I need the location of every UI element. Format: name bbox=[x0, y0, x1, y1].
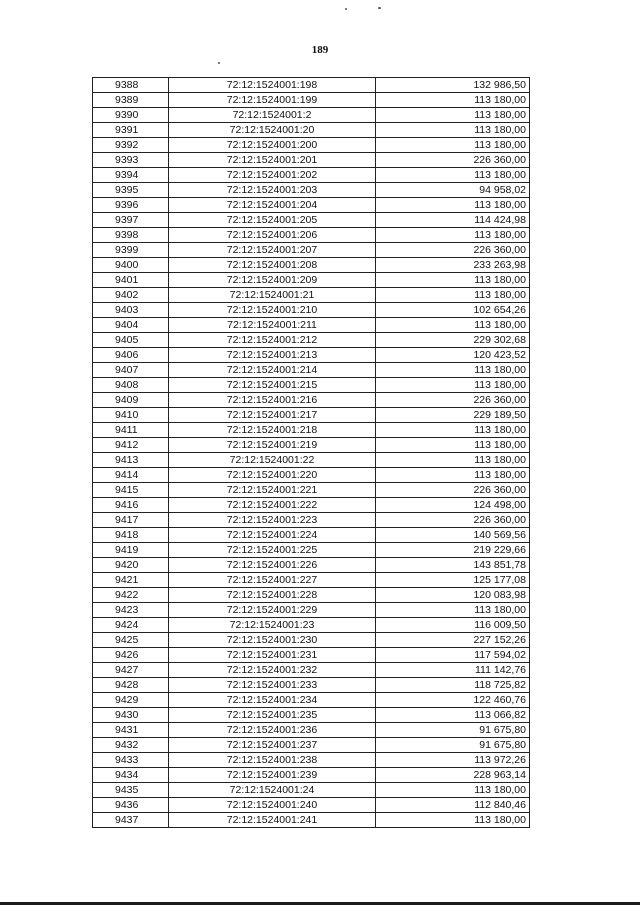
cadastral-value: 113 180,00 bbox=[376, 138, 530, 153]
table-row bbox=[93, 813, 530, 828]
cadastral-value: 113 180,00 bbox=[376, 93, 530, 108]
table-row bbox=[93, 168, 530, 183]
cadastral-value: 143 851,78 bbox=[376, 558, 530, 573]
row-number: 9393 bbox=[93, 153, 169, 168]
row-number: 9415 bbox=[93, 483, 169, 498]
table-row bbox=[93, 318, 530, 333]
table-row bbox=[93, 243, 530, 258]
cadastral-number: 72:12:1524001:228 bbox=[169, 588, 376, 603]
cadastral-number: 72:12:1524001:226 bbox=[169, 558, 376, 573]
row-number: 9431 bbox=[93, 723, 169, 738]
row-number: 9436 bbox=[93, 798, 169, 813]
cadastral-number: 72:12:1524001:238 bbox=[169, 753, 376, 768]
cadastral-number: 72:12:1524001:202 bbox=[169, 168, 376, 183]
cadastral-number: 72:12:1524001:2 bbox=[169, 108, 376, 123]
cadastral-value: 227 152,26 bbox=[376, 633, 530, 648]
cadastral-value-table bbox=[92, 77, 530, 828]
cadastral-number: 72:12:1524001:225 bbox=[169, 543, 376, 558]
table-row bbox=[93, 678, 530, 693]
cadastral-number: 72:12:1524001:224 bbox=[169, 528, 376, 543]
cadastral-number: 72:12:1524001:221 bbox=[169, 483, 376, 498]
cadastral-value: 124 498,00 bbox=[376, 498, 530, 513]
row-number: 9423 bbox=[93, 603, 169, 618]
cadastral-number: 72:12:1524001:237 bbox=[169, 738, 376, 753]
cadastral-number: 72:12:1524001:22 bbox=[169, 453, 376, 468]
cadastral-value: 113 180,00 bbox=[376, 603, 530, 618]
table-row bbox=[93, 273, 530, 288]
cadastral-number: 72:12:1524001:236 bbox=[169, 723, 376, 738]
row-number: 9400 bbox=[93, 258, 169, 273]
cadastral-value: 113 180,00 bbox=[376, 378, 530, 393]
table-row bbox=[93, 288, 530, 303]
row-number: 9391 bbox=[93, 123, 169, 138]
cadastral-number: 72:12:1524001:205 bbox=[169, 213, 376, 228]
cadastral-number: 72:12:1524001:20 bbox=[169, 123, 376, 138]
row-number: 9403 bbox=[93, 303, 169, 318]
cadastral-value: 113 180,00 bbox=[376, 813, 530, 828]
table-row bbox=[93, 798, 530, 813]
row-number: 9392 bbox=[93, 138, 169, 153]
table-row bbox=[93, 588, 530, 603]
cadastral-value: 226 360,00 bbox=[376, 513, 530, 528]
cadastral-value: 113 180,00 bbox=[376, 783, 530, 798]
cadastral-number: 72:12:1524001:217 bbox=[169, 408, 376, 423]
cadastral-number: 72:12:1524001:216 bbox=[169, 393, 376, 408]
row-number: 9390 bbox=[93, 108, 169, 123]
row-number: 9427 bbox=[93, 663, 169, 678]
row-number: 9418 bbox=[93, 528, 169, 543]
table-row bbox=[93, 423, 530, 438]
row-number: 9397 bbox=[93, 213, 169, 228]
table-row bbox=[93, 513, 530, 528]
cadastral-number: 72:12:1524001:23 bbox=[169, 618, 376, 633]
table-row bbox=[93, 123, 530, 138]
cadastral-value: 112 840,46 bbox=[376, 798, 530, 813]
cadastral-value: 125 177,08 bbox=[376, 573, 530, 588]
row-number: 9399 bbox=[93, 243, 169, 258]
row-number: 9405 bbox=[93, 333, 169, 348]
table-row bbox=[93, 303, 530, 318]
table-row bbox=[93, 558, 530, 573]
cadastral-number: 72:12:1524001:24 bbox=[169, 783, 376, 798]
table-row bbox=[93, 573, 530, 588]
page-number: 189 bbox=[311, 44, 329, 56]
scan-speck bbox=[345, 8, 347, 10]
table-row bbox=[93, 183, 530, 198]
cadastral-number: 72:12:1524001:200 bbox=[169, 138, 376, 153]
cadastral-number: 72:12:1524001:208 bbox=[169, 258, 376, 273]
cadastral-value: 114 424,98 bbox=[376, 213, 530, 228]
table-row bbox=[93, 603, 530, 618]
cadastral-number: 72:12:1524001:233 bbox=[169, 678, 376, 693]
row-number: 9413 bbox=[93, 453, 169, 468]
row-number: 9422 bbox=[93, 588, 169, 603]
row-number: 9435 bbox=[93, 783, 169, 798]
cadastral-number: 72:12:1524001:234 bbox=[169, 693, 376, 708]
cadastral-value: 229 189,50 bbox=[376, 408, 530, 423]
table-row bbox=[93, 78, 530, 93]
cadastral-value: 226 360,00 bbox=[376, 243, 530, 258]
row-number: 9389 bbox=[93, 93, 169, 108]
cadastral-value: 113 180,00 bbox=[376, 438, 530, 453]
table-row bbox=[93, 408, 530, 423]
table-row bbox=[93, 468, 530, 483]
row-number: 9408 bbox=[93, 378, 169, 393]
table-row bbox=[93, 618, 530, 633]
cadastral-value: 120 423,52 bbox=[376, 348, 530, 363]
table-row bbox=[93, 453, 530, 468]
cadastral-number: 72:12:1524001:227 bbox=[169, 573, 376, 588]
table-row bbox=[93, 723, 530, 738]
cadastral-value: 122 460,76 bbox=[376, 693, 530, 708]
table-row bbox=[93, 198, 530, 213]
row-number: 9394 bbox=[93, 168, 169, 183]
row-number: 9428 bbox=[93, 678, 169, 693]
cadastral-value: 118 725,82 bbox=[376, 678, 530, 693]
cadastral-number: 72:12:1524001:232 bbox=[169, 663, 376, 678]
cadastral-value: 113 180,00 bbox=[376, 363, 530, 378]
cadastral-value: 113 180,00 bbox=[376, 288, 530, 303]
cadastral-number: 72:12:1524001:203 bbox=[169, 183, 376, 198]
table-row bbox=[93, 108, 530, 123]
row-number: 9412 bbox=[93, 438, 169, 453]
cadastral-value: 226 360,00 bbox=[376, 393, 530, 408]
row-number: 9430 bbox=[93, 708, 169, 723]
scan-speck bbox=[378, 7, 381, 9]
cadastral-number: 72:12:1524001:204 bbox=[169, 198, 376, 213]
cadastral-value: 116 009,50 bbox=[376, 618, 530, 633]
cadastral-number: 72:12:1524001:241 bbox=[169, 813, 376, 828]
cadastral-value: 113 180,00 bbox=[376, 273, 530, 288]
cadastral-value: 91 675,80 bbox=[376, 723, 530, 738]
table-row bbox=[93, 258, 530, 273]
row-number: 9401 bbox=[93, 273, 169, 288]
row-number: 9424 bbox=[93, 618, 169, 633]
row-number: 9409 bbox=[93, 393, 169, 408]
table-row bbox=[93, 708, 530, 723]
scan-speck bbox=[218, 62, 220, 64]
cadastral-value: 111 142,76 bbox=[376, 663, 530, 678]
row-number: 9420 bbox=[93, 558, 169, 573]
row-number: 9388 bbox=[93, 78, 169, 93]
cadastral-value: 102 654,26 bbox=[376, 303, 530, 318]
row-number: 9398 bbox=[93, 228, 169, 243]
row-number: 9437 bbox=[93, 813, 169, 828]
table-row bbox=[93, 333, 530, 348]
cadastral-number: 72:12:1524001:198 bbox=[169, 78, 376, 93]
cadastral-value: 228 963,14 bbox=[376, 768, 530, 783]
cadastral-number: 72:12:1524001:213 bbox=[169, 348, 376, 363]
row-number: 9406 bbox=[93, 348, 169, 363]
cadastral-value: 113 180,00 bbox=[376, 318, 530, 333]
cadastral-number: 72:12:1524001:229 bbox=[169, 603, 376, 618]
cadastral-number: 72:12:1524001:212 bbox=[169, 333, 376, 348]
cadastral-value: 219 229,66 bbox=[376, 543, 530, 558]
cadastral-value: 226 360,00 bbox=[376, 153, 530, 168]
table-row bbox=[93, 768, 530, 783]
cadastral-number: 72:12:1524001:201 bbox=[169, 153, 376, 168]
cadastral-number: 72:12:1524001:215 bbox=[169, 378, 376, 393]
row-number: 9417 bbox=[93, 513, 169, 528]
table-row bbox=[93, 783, 530, 798]
cadastral-number: 72:12:1524001:239 bbox=[169, 768, 376, 783]
cadastral-value: 120 083,98 bbox=[376, 588, 530, 603]
cadastral-number: 72:12:1524001:220 bbox=[169, 468, 376, 483]
row-number: 9429 bbox=[93, 693, 169, 708]
cadastral-value: 91 675,80 bbox=[376, 738, 530, 753]
cadastral-value: 113 066,82 bbox=[376, 708, 530, 723]
cadastral-value: 132 986,50 bbox=[376, 78, 530, 93]
table-row bbox=[93, 93, 530, 108]
cadastral-number: 72:12:1524001:214 bbox=[169, 363, 376, 378]
row-number: 9421 bbox=[93, 573, 169, 588]
cadastral-value: 94 958,02 bbox=[376, 183, 530, 198]
cadastral-number: 72:12:1524001:210 bbox=[169, 303, 376, 318]
table-row bbox=[93, 228, 530, 243]
cadastral-number: 72:12:1524001:218 bbox=[169, 423, 376, 438]
cadastral-number: 72:12:1524001:231 bbox=[169, 648, 376, 663]
row-number: 9434 bbox=[93, 768, 169, 783]
table-row bbox=[93, 138, 530, 153]
cadastral-value: 113 180,00 bbox=[376, 168, 530, 183]
row-number: 9432 bbox=[93, 738, 169, 753]
table-row bbox=[93, 498, 530, 513]
table-row bbox=[93, 543, 530, 558]
row-number: 9433 bbox=[93, 753, 169, 768]
cadastral-value: 113 180,00 bbox=[376, 423, 530, 438]
table-row bbox=[93, 528, 530, 543]
cadastral-number: 72:12:1524001:211 bbox=[169, 318, 376, 333]
cadastral-value: 140 569,56 bbox=[376, 528, 530, 543]
cadastral-number: 72:12:1524001:206 bbox=[169, 228, 376, 243]
table-row bbox=[93, 213, 530, 228]
row-number: 9396 bbox=[93, 198, 169, 213]
row-number: 9395 bbox=[93, 183, 169, 198]
cadastral-value: 113 972,26 bbox=[376, 753, 530, 768]
row-number: 9419 bbox=[93, 543, 169, 558]
cadastral-number: 72:12:1524001:21 bbox=[169, 288, 376, 303]
cadastral-value: 113 180,00 bbox=[376, 108, 530, 123]
cadastral-number: 72:12:1524001:219 bbox=[169, 438, 376, 453]
row-number: 9425 bbox=[93, 633, 169, 648]
row-number: 9410 bbox=[93, 408, 169, 423]
cadastral-number: 72:12:1524001:199 bbox=[169, 93, 376, 108]
table-row bbox=[93, 393, 530, 408]
cadastral-value: 113 180,00 bbox=[376, 468, 530, 483]
cadastral-number: 72:12:1524001:235 bbox=[169, 708, 376, 723]
row-number: 9404 bbox=[93, 318, 169, 333]
cadastral-value: 113 180,00 bbox=[376, 198, 530, 213]
table-row bbox=[93, 363, 530, 378]
cadastral-number: 72:12:1524001:207 bbox=[169, 243, 376, 258]
cadastral-value: 113 180,00 bbox=[376, 228, 530, 243]
cadastral-value: 117 594,02 bbox=[376, 648, 530, 663]
table-row bbox=[93, 378, 530, 393]
row-number: 9407 bbox=[93, 363, 169, 378]
cadastral-value: 226 360,00 bbox=[376, 483, 530, 498]
table-row bbox=[93, 483, 530, 498]
cadastral-value: 113 180,00 bbox=[376, 123, 530, 138]
cadastral-number: 72:12:1524001:223 bbox=[169, 513, 376, 528]
row-number: 9414 bbox=[93, 468, 169, 483]
cadastral-number: 72:12:1524001:230 bbox=[169, 633, 376, 648]
cadastral-value: 113 180,00 bbox=[376, 453, 530, 468]
table-row bbox=[93, 753, 530, 768]
table-row bbox=[93, 663, 530, 678]
table-body bbox=[93, 78, 530, 828]
row-number: 9416 bbox=[93, 498, 169, 513]
cadastral-value: 229 302,68 bbox=[376, 333, 530, 348]
cadastral-number: 72:12:1524001:222 bbox=[169, 498, 376, 513]
cadastral-value: 233 263,98 bbox=[376, 258, 530, 273]
cadastral-number: 72:12:1524001:240 bbox=[169, 798, 376, 813]
table-row bbox=[93, 693, 530, 708]
row-number: 9411 bbox=[93, 423, 169, 438]
table-row bbox=[93, 438, 530, 453]
row-number: 9402 bbox=[93, 288, 169, 303]
cadastral-number: 72:12:1524001:209 bbox=[169, 273, 376, 288]
table-row bbox=[93, 153, 530, 168]
table-row bbox=[93, 648, 530, 663]
table-row bbox=[93, 738, 530, 753]
table-row bbox=[93, 633, 530, 648]
row-number: 9426 bbox=[93, 648, 169, 663]
table-row bbox=[93, 348, 530, 363]
